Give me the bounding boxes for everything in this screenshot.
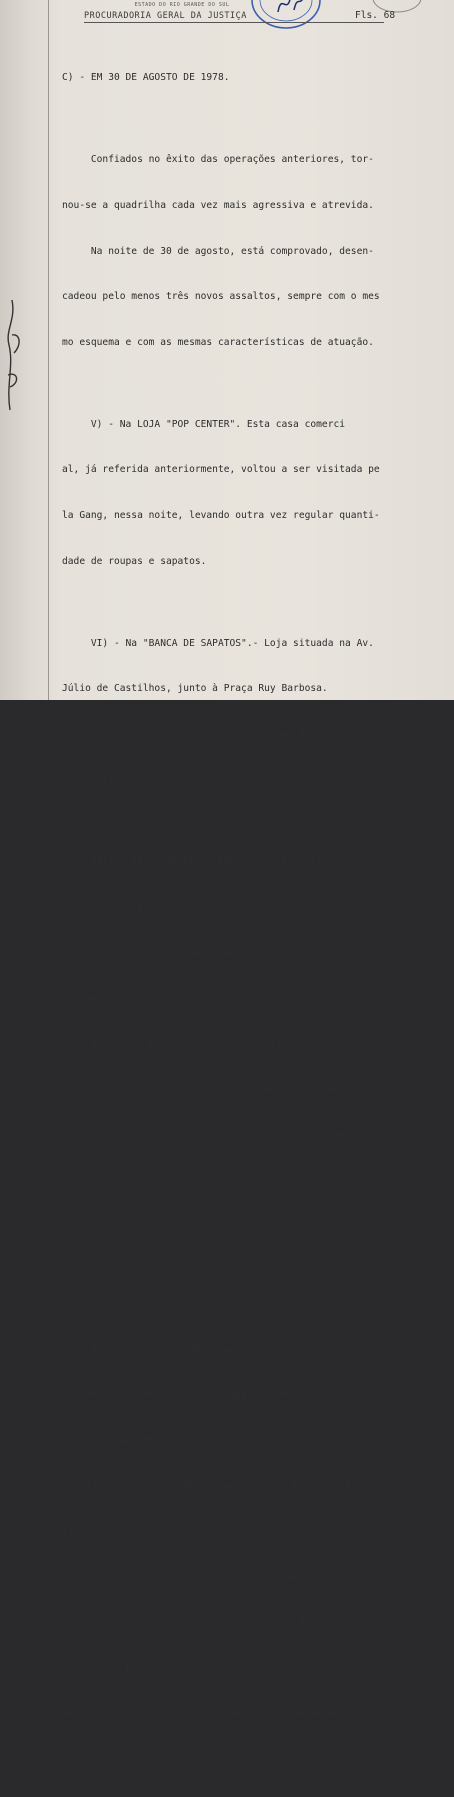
text-line: nunciados: Carlos A. Rosa, Darci Porto, Florenal Antunes (62, 1480, 386, 1492)
text-line: Jesus, Ari Silva Alves (além de outros que serão identi- (62, 1708, 386, 1720)
folio-number: Fls. 68 (355, 10, 396, 21)
margin-signature (0, 275, 40, 415)
header-rule (84, 22, 384, 23)
text-line: esquina Vigário José Inacio. (62, 901, 224, 913)
text-line: V) - Na LOJA "POP CENTER". Esta casa comerci (62, 418, 346, 430)
text-line: la Gang, nessa noite, levando outra vez regular quanti- (62, 509, 380, 521)
text-line: fim Lopes, Armando A. Soares, Carlos Adão C. Lau, Antô- (62, 1571, 380, 1583)
text-line: Júlio de Castilhos, junto à Praça Ruy Barbosa. (62, 683, 328, 695)
text-line: al, já referida anteriormente, voltou a ser visitada pe (62, 464, 380, 476)
text-line: ca de Cr$ 30.000,00 em sapatos. (62, 774, 242, 786)
header-state: ESTADO DO RIO GRANDE DO SUL (134, 2, 230, 8)
text-line: mo esquema e com as mesmas características de atuação. (62, 336, 374, 348)
binding-margin-line (48, 0, 49, 700)
text-line: pe daquela noite. (62, 993, 161, 1005)
text-line: coordenado e comandado por Braggio e Ney, como sempre. E (62, 1389, 386, 1401)
header-office: PROCURADORIA GERAL DA JUSTIÇA (84, 11, 247, 21)
text-line: Dessa casa, os denunciados levaram, desta vez, cer (62, 728, 380, 740)
text-line: Rodrigues, Paulo R. Martins, Jobar Corrales, Carlos A. (62, 1662, 374, 1674)
document-body (62, 40, 442, 1797)
text-line: zados a "operação", a quadrilha levou grande quantidade de (62, 1129, 398, 1141)
text-line: ficados no correr da instrução). (62, 1753, 247, 1765)
text-line: cadeou pelo menos três novos assaltos, sempre com o mes (62, 291, 380, 303)
text-line: participaram, pessoalmente, pelo menos, os seguintes de- (62, 1434, 386, 1446)
text-line: Na noite de 30 de agosto, está comprovado, desen- (62, 245, 374, 257)
text-line: Nas operações de 30 de agosto, o Grupo foi - (62, 1343, 346, 1355)
text-line: Confiados no êxito das operações anteriores, tor- (62, 154, 374, 166)
text-line: VI) - Na "BANCA DE SAPATOS".- Loja situada na Av. (62, 637, 374, 649)
text-line: Teles, João Vanderlei Souza, Osvaldir Vieira Lopes, Sera- (62, 1525, 392, 1537)
text-line: VII) - NA "LOJA ESCOSTEGUY" - Na Av. Otavio Rocha, (62, 856, 380, 868)
text-line: nio Madruga, Darci S. Avendano, Gilberto N. Melo, Luis C. (62, 1617, 392, 1629)
text-line: nou-se a quadrilha cada vez mais agressiva e atrevida. (62, 200, 374, 211)
separator-dots: . . . . . . . . . . . . . (62, 1257, 265, 1269)
text-line: Repetindo todo o esquema, e deste vez sem se (62, 1038, 346, 1050)
section-heading: C) - EM 30 DE AGOSTO DE 1978. (62, 72, 230, 84)
text-line: roupas e miudezas. (62, 1175, 166, 1187)
text-line: dade de roupas e sapatos. (62, 555, 207, 567)
text-line: importarem com alguns testemunhas que assistiram aterrori- (62, 1084, 398, 1096)
text-line: Nesta Casa Comercial o Grupo deu o maior gol (62, 947, 346, 959)
